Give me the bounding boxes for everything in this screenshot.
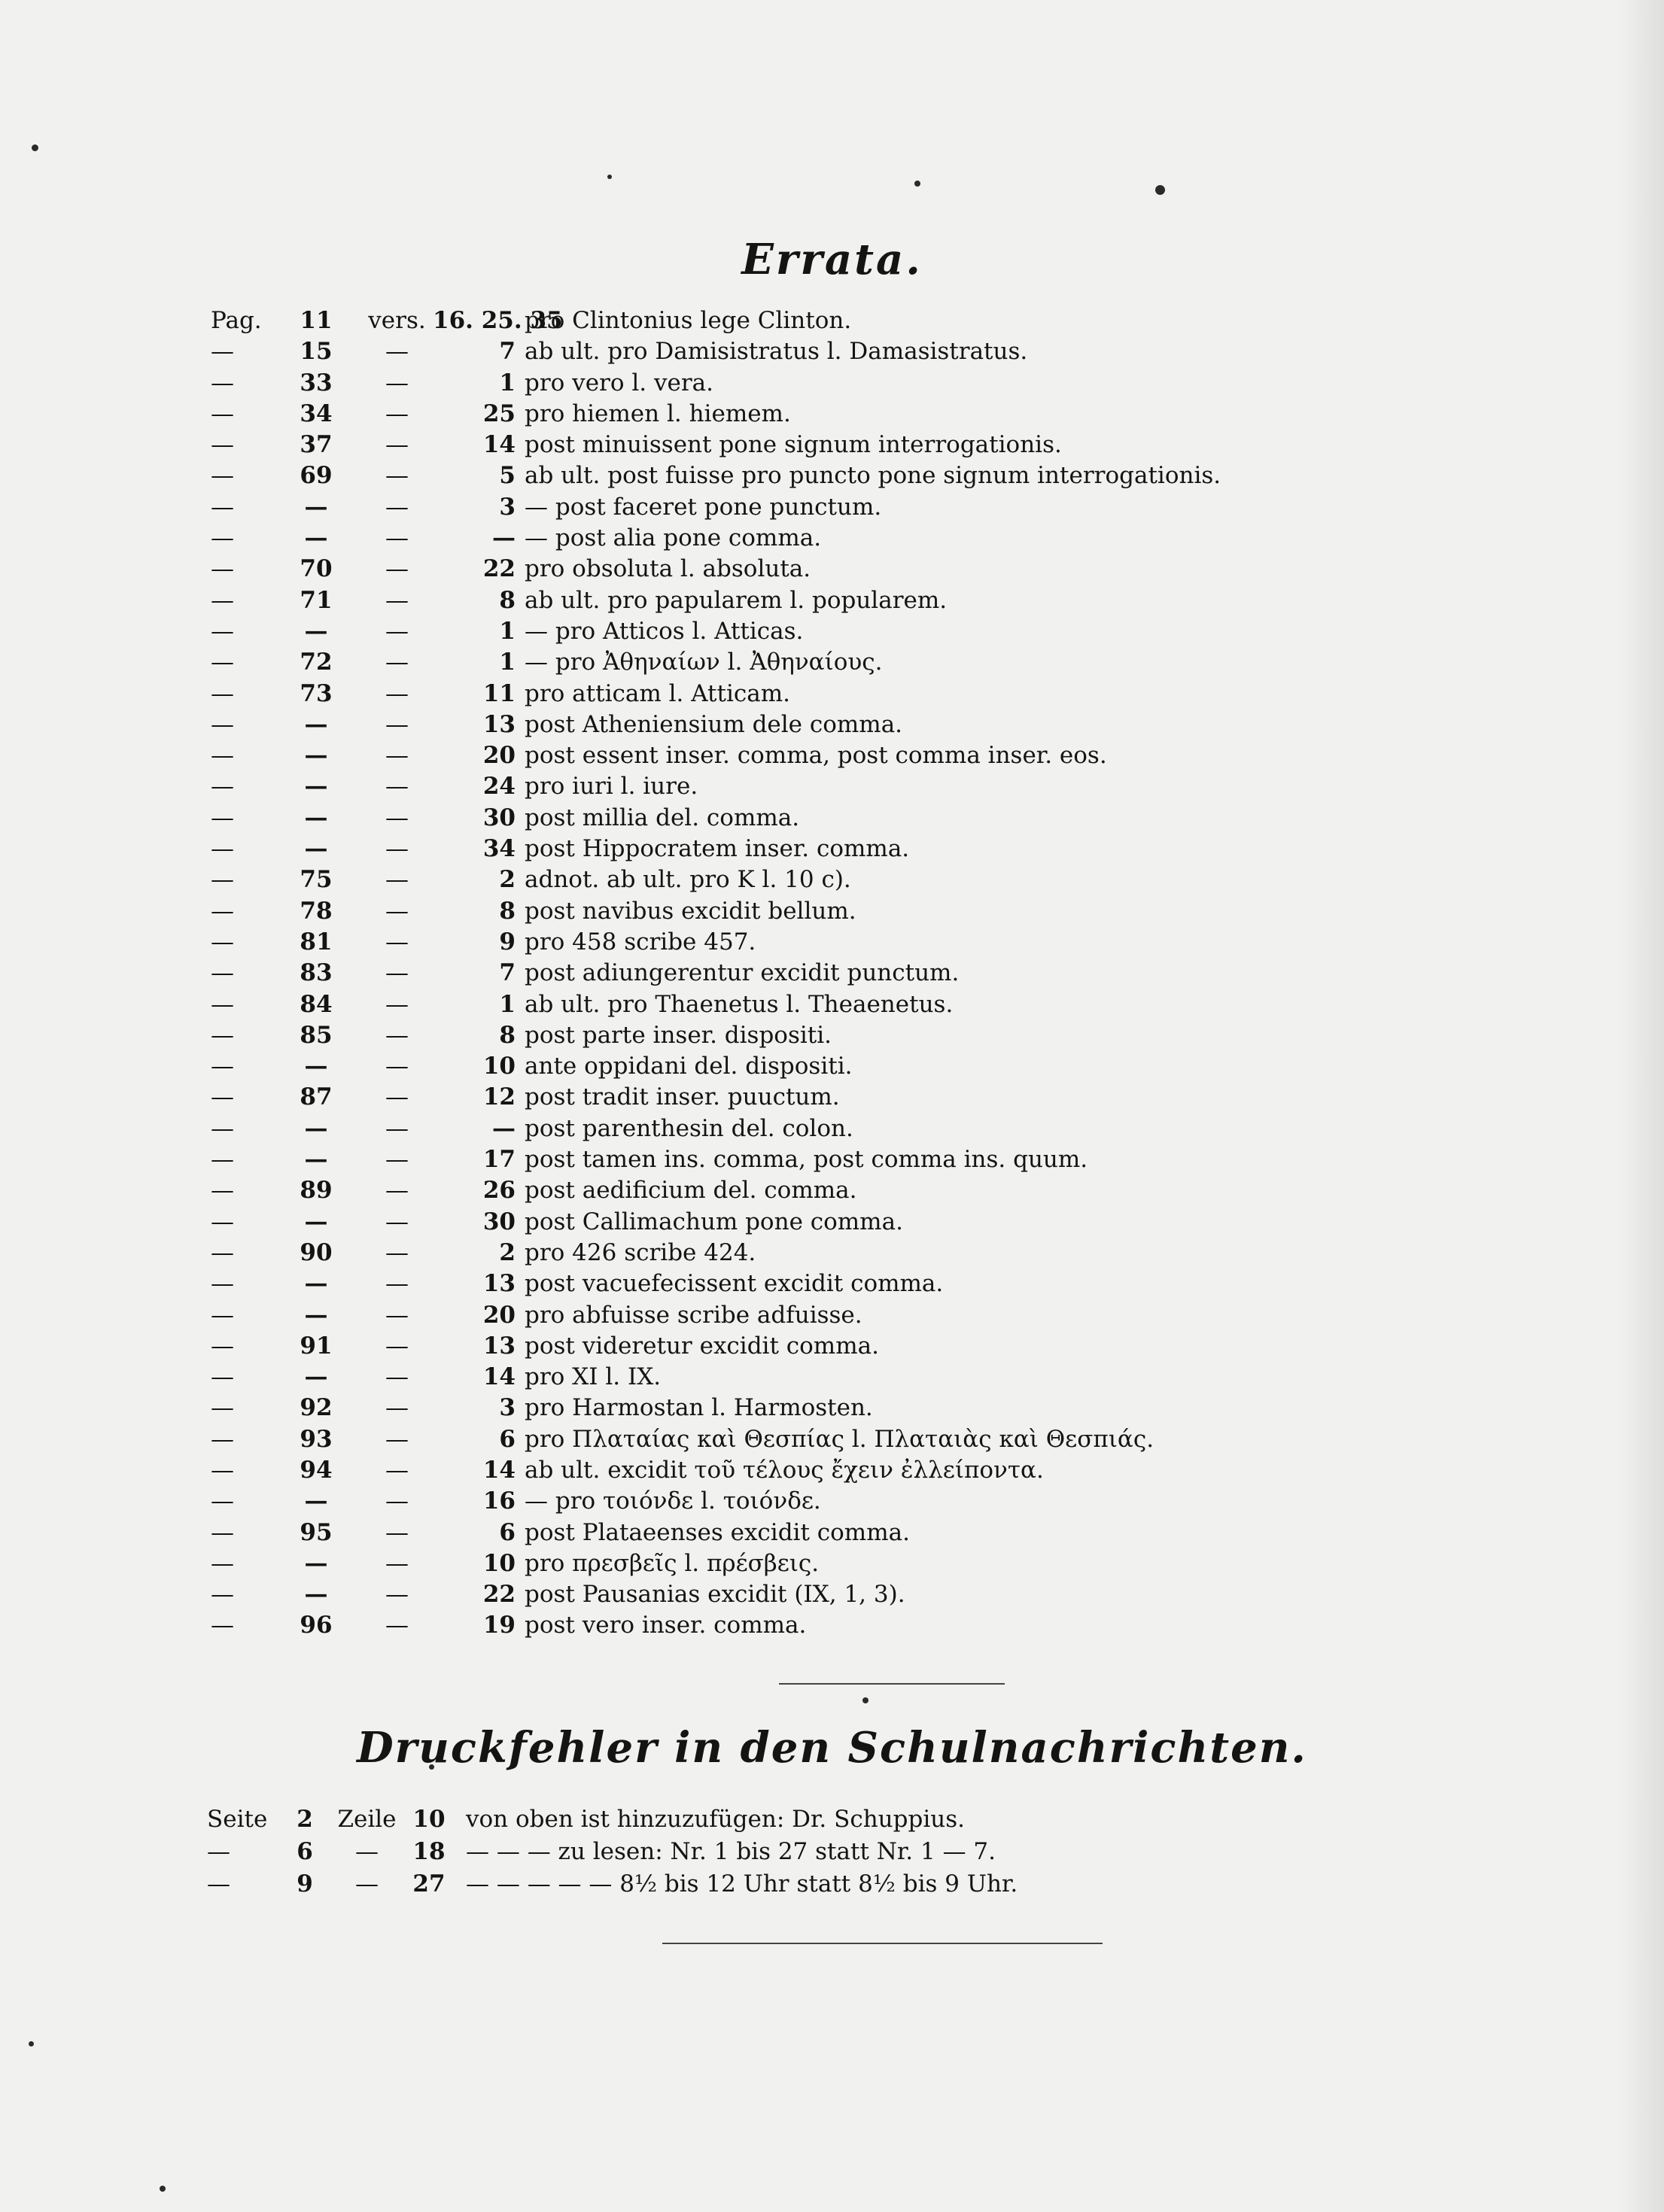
errata-correction: pro hiemen l. hiemem. bbox=[525, 400, 791, 427]
errata-pag: — bbox=[211, 1083, 234, 1111]
errata-row bbox=[211, 679, 1221, 709]
errata-line-number: 8 bbox=[499, 1021, 516, 1049]
errata-page-number: — bbox=[304, 524, 328, 552]
errata-page-number: 81 bbox=[300, 928, 333, 956]
errata-page-number: — bbox=[304, 804, 328, 831]
errata-pag: — bbox=[211, 586, 234, 614]
errata-line-number: 26 bbox=[482, 1177, 516, 1205]
errata-line-number: 13 bbox=[482, 710, 516, 738]
errata-correction: post videretur excidit comma. bbox=[525, 1332, 879, 1360]
errata-vers-mark: — bbox=[385, 866, 409, 894]
errata-page-number: — bbox=[304, 1363, 328, 1391]
errata-line-number: 11 bbox=[482, 679, 516, 707]
errata-page-number: 15 bbox=[300, 338, 333, 366]
schul-correction: — — — — — 8½ bis 12 Uhr statt 8½ bis 9 Uhr. bbox=[466, 1870, 1018, 1898]
errata-pag: — bbox=[211, 1549, 234, 1577]
errata-page-number: 87 bbox=[300, 1083, 333, 1111]
errata-row bbox=[211, 834, 1221, 864]
errata-line-number: 13 bbox=[482, 1332, 516, 1360]
ink-speck bbox=[32, 144, 38, 151]
errata-correction: ab ult. pro Damisistratus l. Damasistratus. bbox=[525, 338, 1028, 366]
errata-pag: — bbox=[211, 1301, 234, 1329]
errata-pag: — bbox=[211, 1456, 234, 1484]
errata-row bbox=[211, 430, 1221, 460]
errata-vers-mark: — bbox=[385, 1456, 409, 1484]
schul-correction: von oben ist hinzuzufügen: Dr. Schuppius. bbox=[466, 1806, 965, 1833]
errata-row bbox=[211, 864, 1221, 895]
errata-line-number: 7 bbox=[499, 338, 516, 366]
errata-row bbox=[211, 1579, 1221, 1610]
errata-title: Errata. bbox=[741, 235, 923, 284]
errata-vers-mark: — bbox=[385, 1114, 409, 1142]
errata-page-number: — bbox=[304, 1053, 328, 1080]
errata-page-number: 69 bbox=[300, 462, 333, 490]
errata-pag: — bbox=[211, 1425, 234, 1453]
errata-line-number: 20 bbox=[482, 742, 516, 770]
errata-pag: — bbox=[211, 773, 234, 801]
errata-correction: post tradit inser. puuctum. bbox=[525, 1083, 840, 1111]
errata-line-number: — bbox=[492, 1114, 516, 1142]
errata-pag: — bbox=[211, 1270, 234, 1298]
errata-correction: — post faceret pone punctum. bbox=[525, 493, 882, 521]
errata-correction: ab ult. post fuisse pro puncto pone signum interrogationis. bbox=[525, 462, 1221, 490]
errata-pag: — bbox=[211, 369, 234, 397]
errata-line-number: 7 bbox=[499, 959, 516, 987]
errata-vers-mark: — bbox=[385, 1612, 409, 1639]
errata-pag: — bbox=[211, 1053, 234, 1080]
errata-line-number: 22 bbox=[482, 1581, 516, 1609]
errata-page-number: 93 bbox=[300, 1425, 333, 1453]
errata-pag: — bbox=[211, 1238, 234, 1266]
errata-line-number: 22 bbox=[482, 555, 516, 583]
errata-row bbox=[211, 1518, 1221, 1548]
errata-page-number: 72 bbox=[300, 649, 333, 676]
errata-vers-mark: — bbox=[385, 1487, 409, 1515]
errata-correction: pro iuri l. iure. bbox=[525, 773, 698, 801]
errata-page-number: 83 bbox=[300, 959, 333, 987]
schul-line-number: 27 bbox=[412, 1870, 446, 1898]
errata-correction: post Pausanias excidit (IX, 1, 3). bbox=[525, 1581, 905, 1609]
errata-correction: pro Πλαταίας καὶ Θεσπίας l. Πλαταιὰς καὶ Θεσπιάς. bbox=[525, 1425, 1154, 1453]
errata-vers-mark: — bbox=[385, 1332, 409, 1360]
errata-vers-mark: vers. bbox=[368, 307, 426, 334]
errata-page-number: — bbox=[304, 1581, 328, 1609]
errata-pag: — bbox=[211, 493, 234, 521]
errata-page-number: — bbox=[304, 1208, 328, 1235]
errata-page-number: — bbox=[304, 710, 328, 738]
errata-pag: — bbox=[211, 431, 234, 459]
errata-row bbox=[211, 1051, 1221, 1082]
errata-pag: — bbox=[211, 649, 234, 676]
errata-vers-mark: — bbox=[385, 990, 409, 1018]
errata-page-number: 75 bbox=[300, 866, 333, 894]
schulnachrichten-title: Druckfehler in den Schulnachrichten. bbox=[357, 1723, 1307, 1773]
errata-page-number: 96 bbox=[300, 1612, 333, 1639]
ink-speck bbox=[914, 181, 920, 187]
errata-page-number: 95 bbox=[300, 1518, 333, 1546]
errata-vers-mark: — bbox=[385, 1301, 409, 1329]
errata-vers-mark: — bbox=[385, 524, 409, 552]
errata-vers-mark: — bbox=[385, 649, 409, 676]
errata-page-number: 70 bbox=[300, 555, 333, 583]
errata-pag: — bbox=[211, 1394, 234, 1422]
errata-page-number: — bbox=[304, 773, 328, 801]
errata-line-number: 14 bbox=[482, 1456, 516, 1484]
errata-line-number: 16. 25. 35 bbox=[433, 307, 563, 334]
errata-pag: — bbox=[211, 990, 234, 1018]
errata-line-number: 3 bbox=[499, 493, 516, 521]
errata-pag: — bbox=[211, 462, 234, 490]
errata-vers-mark: — bbox=[385, 928, 409, 956]
errata-pag: — bbox=[211, 1208, 234, 1235]
errata-vers-mark: — bbox=[385, 773, 409, 801]
errata-row bbox=[211, 492, 1221, 523]
errata-page-number: 84 bbox=[300, 990, 333, 1018]
errata-vers-mark: — bbox=[385, 462, 409, 490]
schul-row bbox=[207, 1836, 1018, 1868]
errata-correction: pro abfuisse scribe adfuisse. bbox=[525, 1301, 862, 1329]
errata-vers-mark: — bbox=[385, 1363, 409, 1391]
schul-zeile: Zeile bbox=[337, 1806, 397, 1833]
errata-row bbox=[211, 523, 1221, 554]
errata-pag: — bbox=[211, 555, 234, 583]
errata-vers-mark: — bbox=[385, 1083, 409, 1111]
errata-row bbox=[211, 1455, 1221, 1486]
schul-correction: — — — zu lesen: Nr. 1 bis 27 statt Nr. 1 — 7. bbox=[466, 1838, 996, 1865]
errata-vers-mark: — bbox=[385, 897, 409, 925]
end-divider bbox=[662, 1943, 1103, 1944]
errata-pag: — bbox=[211, 1487, 234, 1515]
errata-line-number: 1 bbox=[499, 617, 516, 645]
errata-correction: pro XI l. IX. bbox=[525, 1363, 662, 1391]
errata-correction: post parenthesin del. colon. bbox=[525, 1114, 853, 1142]
page-edge-shadow bbox=[1619, 0, 1664, 2212]
errata-row bbox=[211, 709, 1221, 740]
errata-vers-mark: — bbox=[385, 1581, 409, 1609]
errata-row bbox=[211, 647, 1221, 678]
errata-correction: pro atticam l. Atticam. bbox=[525, 679, 790, 707]
errata-correction: — post alia pone comma. bbox=[525, 524, 822, 552]
errata-pag: — bbox=[211, 710, 234, 738]
errata-row bbox=[211, 958, 1221, 989]
errata-correction: post tamen ins. comma, post comma ins. quum. bbox=[525, 1146, 1088, 1174]
errata-vers-mark: — bbox=[385, 431, 409, 459]
errata-row bbox=[211, 585, 1221, 616]
errata-correction: post Atheniensium dele comma. bbox=[525, 710, 903, 738]
errata-vers-mark: — bbox=[385, 400, 409, 427]
errata-pag: — bbox=[211, 866, 234, 894]
errata-page-number: — bbox=[304, 835, 328, 863]
errata-line-number: — bbox=[492, 524, 516, 552]
errata-line-number: 12 bbox=[482, 1083, 516, 1111]
errata-pag: — bbox=[211, 1114, 234, 1142]
errata-line-number: 13 bbox=[482, 1270, 516, 1298]
schul-row bbox=[207, 1868, 1018, 1901]
errata-row bbox=[211, 1144, 1221, 1175]
errata-vers-mark: — bbox=[385, 1270, 409, 1298]
errata-vers-mark: — bbox=[385, 555, 409, 583]
errata-line-number: 8 bbox=[499, 586, 516, 614]
errata-page-number: — bbox=[304, 1146, 328, 1174]
schulnachrichten-list bbox=[207, 1803, 1018, 1901]
errata-page-number: 91 bbox=[300, 1332, 333, 1360]
errata-row bbox=[211, 1486, 1221, 1517]
errata-page-number: — bbox=[304, 1549, 328, 1577]
errata-pag: — bbox=[211, 1146, 234, 1174]
errata-correction: post navibus excidit bellum. bbox=[525, 897, 856, 925]
ink-speck bbox=[1155, 185, 1165, 195]
errata-pag: Pag. bbox=[211, 307, 262, 334]
errata-page-number: 78 bbox=[300, 897, 333, 925]
errata-line-number: 19 bbox=[482, 1612, 516, 1639]
errata-line-number: 20 bbox=[482, 1301, 516, 1329]
errata-correction: post aedificium del. comma. bbox=[525, 1177, 857, 1205]
errata-row bbox=[211, 1300, 1221, 1331]
errata-correction: post adiungerentur excidit punctum. bbox=[525, 959, 960, 987]
errata-pag: — bbox=[211, 897, 234, 925]
errata-page-number: 92 bbox=[300, 1394, 333, 1422]
errata-correction: — pro Atticos l. Atticas. bbox=[525, 617, 804, 645]
errata-row bbox=[211, 1269, 1221, 1299]
errata-row bbox=[211, 771, 1221, 802]
errata-pag: — bbox=[211, 928, 234, 956]
errata-vers-mark: — bbox=[385, 742, 409, 770]
errata-vers-mark: — bbox=[385, 1208, 409, 1235]
errata-line-number: 24 bbox=[482, 773, 516, 801]
errata-pag: — bbox=[211, 835, 234, 863]
errata-pag: — bbox=[211, 804, 234, 831]
errata-row bbox=[211, 460, 1221, 491]
errata-correction: pro πρεσβεῖς l. πρέσβεις. bbox=[525, 1549, 820, 1577]
errata-pag: — bbox=[211, 524, 234, 552]
errata-line-number: 2 bbox=[499, 1238, 516, 1266]
errata-line-number: 2 bbox=[499, 866, 516, 894]
schul-seite: — bbox=[207, 1838, 230, 1865]
errata-pag: — bbox=[211, 400, 234, 427]
errata-correction: post vero inser. comma. bbox=[525, 1612, 807, 1639]
errata-line-number: 10 bbox=[482, 1549, 516, 1577]
errata-vers-mark: — bbox=[385, 835, 409, 863]
errata-correction: post minuissent pone signum interrogationis. bbox=[525, 431, 1062, 459]
errata-vers-mark: — bbox=[385, 369, 409, 397]
errata-line-number: 1 bbox=[499, 369, 516, 397]
errata-row bbox=[211, 803, 1221, 834]
errata-row bbox=[211, 1114, 1221, 1144]
errata-line-number: 17 bbox=[482, 1146, 516, 1174]
errata-correction: post vacuefecissent excidit comma. bbox=[525, 1270, 944, 1298]
errata-pag: — bbox=[211, 742, 234, 770]
errata-vers-mark: — bbox=[385, 1053, 409, 1080]
errata-line-number: 1 bbox=[499, 649, 516, 676]
errata-row bbox=[211, 336, 1221, 367]
ink-speck bbox=[160, 2186, 166, 2192]
errata-row bbox=[211, 1610, 1221, 1641]
errata-pag: — bbox=[211, 338, 234, 366]
errata-correction: pro Clintonius lege Clinton. bbox=[525, 307, 852, 334]
errata-pag: — bbox=[211, 959, 234, 987]
ink-speck bbox=[862, 1697, 869, 1703]
errata-vers-mark: — bbox=[385, 1518, 409, 1546]
errata-page-number: 73 bbox=[300, 679, 333, 707]
schul-page-number: 6 bbox=[297, 1838, 313, 1865]
errata-vers-mark: — bbox=[385, 1549, 409, 1577]
errata-row bbox=[211, 616, 1221, 647]
errata-row bbox=[211, 368, 1221, 399]
section-divider bbox=[779, 1683, 1005, 1685]
errata-page-number: — bbox=[304, 742, 328, 770]
errata-vers-mark: — bbox=[385, 1394, 409, 1422]
errata-page-number: — bbox=[304, 1487, 328, 1515]
errata-correction: — pro τοιόνδε l. τοιόνδε. bbox=[525, 1487, 821, 1515]
errata-page-number: 89 bbox=[300, 1177, 333, 1205]
errata-correction: post millia del. comma. bbox=[525, 804, 800, 831]
schul-seite: Seite bbox=[207, 1806, 268, 1833]
errata-line-number: 14 bbox=[482, 431, 516, 459]
errata-line-number: 34 bbox=[482, 835, 516, 863]
errata-correction: pro 458 scribe 457. bbox=[525, 928, 756, 956]
errata-pag: — bbox=[211, 1518, 234, 1546]
errata-vers-mark: — bbox=[385, 710, 409, 738]
errata-correction: pro Harmostan l. Harmosten. bbox=[525, 1394, 873, 1422]
errata-line-number: 25 bbox=[482, 400, 516, 427]
errata-line-number: 30 bbox=[482, 1208, 516, 1235]
ink-speck bbox=[607, 175, 612, 179]
errata-pag: — bbox=[211, 679, 234, 707]
errata-pag: — bbox=[211, 617, 234, 645]
errata-row bbox=[211, 1082, 1221, 1113]
errata-line-number: 14 bbox=[482, 1363, 516, 1391]
errata-page-number: 11 bbox=[300, 307, 333, 334]
errata-correction: adnot. ab ult. pro K l. 10 c). bbox=[525, 866, 851, 894]
errata-vers-mark: — bbox=[385, 679, 409, 707]
errata-vers-mark: — bbox=[385, 1238, 409, 1266]
errata-row bbox=[211, 896, 1221, 927]
errata-row bbox=[211, 1331, 1221, 1362]
errata-pag: — bbox=[211, 1612, 234, 1639]
errata-row bbox=[211, 399, 1221, 430]
errata-page-number: 85 bbox=[300, 1021, 333, 1049]
errata-correction: pro obsoluta l. absoluta. bbox=[525, 555, 811, 583]
errata-correction: pro vero l. vera. bbox=[525, 369, 714, 397]
errata-vers-mark: — bbox=[385, 617, 409, 645]
errata-correction: post Plataeenses excidit comma. bbox=[525, 1518, 910, 1546]
errata-correction: post Callimachum pone comma. bbox=[525, 1208, 903, 1235]
errata-vers-mark: — bbox=[385, 586, 409, 614]
errata-row bbox=[211, 1238, 1221, 1269]
errata-vers-mark: — bbox=[385, 1146, 409, 1174]
errata-row bbox=[211, 554, 1221, 585]
errata-list bbox=[211, 305, 1221, 1642]
schul-line-number: 18 bbox=[412, 1838, 446, 1865]
errata-vers-mark: — bbox=[385, 338, 409, 366]
errata-page-number: — bbox=[304, 493, 328, 521]
errata-row bbox=[211, 1020, 1221, 1051]
errata-row bbox=[211, 1175, 1221, 1206]
errata-pag: — bbox=[211, 1363, 234, 1391]
errata-correction: pro 426 scribe 424. bbox=[525, 1238, 756, 1266]
errata-pag: — bbox=[211, 1332, 234, 1360]
errata-page-number: — bbox=[304, 1270, 328, 1298]
errata-line-number: 10 bbox=[482, 1053, 516, 1080]
errata-row bbox=[211, 1393, 1221, 1424]
errata-row bbox=[211, 989, 1221, 1020]
errata-vers-mark: — bbox=[385, 1425, 409, 1453]
errata-row bbox=[211, 1207, 1221, 1238]
errata-row bbox=[211, 1548, 1221, 1579]
errata-line-number: 6 bbox=[499, 1518, 516, 1546]
errata-row bbox=[211, 305, 1221, 336]
errata-row bbox=[211, 1362, 1221, 1393]
schul-page-number: 9 bbox=[297, 1870, 313, 1898]
errata-line-number: 3 bbox=[499, 1394, 516, 1422]
errata-line-number: 8 bbox=[499, 897, 516, 925]
schul-row bbox=[207, 1803, 1018, 1836]
errata-vers-mark: — bbox=[385, 959, 409, 987]
errata-correction: ab ult. pro Thaenetus l. Theaenetus. bbox=[525, 990, 954, 1018]
errata-line-number: 16 bbox=[482, 1487, 516, 1515]
errata-row bbox=[211, 1424, 1221, 1455]
errata-page-number: 71 bbox=[300, 586, 333, 614]
schul-seite: — bbox=[207, 1870, 230, 1898]
errata-row bbox=[211, 927, 1221, 958]
errata-line-number: 9 bbox=[499, 928, 516, 956]
errata-line-number: 1 bbox=[499, 990, 516, 1018]
errata-pag: — bbox=[211, 1177, 234, 1205]
errata-line-number: 5 bbox=[499, 462, 516, 490]
errata-line-number: 6 bbox=[499, 1425, 516, 1453]
errata-page-number: — bbox=[304, 1114, 328, 1142]
errata-row bbox=[211, 740, 1221, 771]
schul-page-number: 2 bbox=[297, 1806, 313, 1833]
errata-correction: ante oppidani del. dispositi. bbox=[525, 1053, 853, 1080]
errata-pag: — bbox=[211, 1581, 234, 1609]
schul-line-number: 10 bbox=[412, 1806, 446, 1833]
errata-page-number: 90 bbox=[300, 1238, 333, 1266]
errata-vers-mark: — bbox=[385, 804, 409, 831]
schul-zeile: — bbox=[355, 1870, 379, 1898]
errata-line-number: 30 bbox=[482, 804, 516, 831]
errata-correction: ab ult. excidit τοῦ τέλους ἔχειν ἐλλείποντα. bbox=[525, 1456, 1044, 1484]
errata-page-number: 34 bbox=[300, 400, 333, 427]
errata-vers-mark: — bbox=[385, 1021, 409, 1049]
errata-correction: ab ult. pro papularem l. popularem. bbox=[525, 586, 948, 614]
errata-correction: post Hippocratem inser. comma. bbox=[525, 835, 910, 863]
errata-page-number: — bbox=[304, 617, 328, 645]
errata-correction: post parte inser. dispositi. bbox=[525, 1021, 832, 1049]
ink-speck bbox=[29, 2041, 34, 2046]
schul-zeile: — bbox=[355, 1838, 379, 1865]
errata-correction: — pro Ἀθηναίων l. Ἀθηναίους. bbox=[525, 649, 883, 676]
errata-pag: — bbox=[211, 1021, 234, 1049]
errata-page-number: 33 bbox=[300, 369, 333, 397]
errata-page-number: 94 bbox=[300, 1456, 333, 1484]
errata-vers-mark: — bbox=[385, 493, 409, 521]
errata-page-number: 37 bbox=[300, 431, 333, 459]
errata-page-number: — bbox=[304, 1301, 328, 1329]
errata-vers-mark: — bbox=[385, 1177, 409, 1205]
errata-correction: post essent inser. comma, post comma inser. eos. bbox=[525, 742, 1107, 770]
